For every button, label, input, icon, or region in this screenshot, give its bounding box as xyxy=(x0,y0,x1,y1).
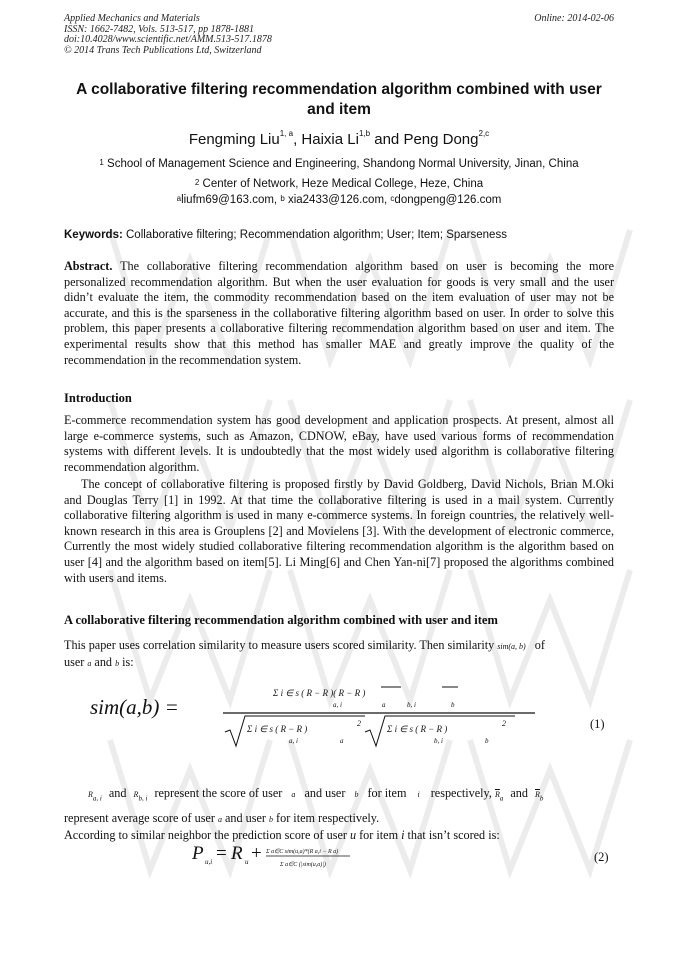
journal-name: Applied Mechanics and Materials xyxy=(64,13,200,24)
keywords-label: Keywords: xyxy=(64,229,123,241)
doi-line: doi:10.4028/www.scientific.net/AMM.513-517.1878 xyxy=(64,34,272,45)
equation-1-denominator-left: Σ i ∈ s ( R − R ) xyxy=(247,724,308,734)
author-separator: and xyxy=(370,131,404,148)
math-symbol: $\overline{R}$ xyxy=(535,790,540,799)
math-subscript: b, i xyxy=(138,794,148,803)
text-fragment: respectively, xyxy=(430,786,492,800)
svg-text:P: P xyxy=(192,843,204,864)
text-fragment: and xyxy=(510,786,528,800)
text-fragment: represent average score of user xyxy=(64,811,218,825)
text-fragment: user xyxy=(64,655,88,669)
author-affiliation-mark: 1,b xyxy=(358,129,371,138)
affiliation-text: School of Management Science and Engineering, Shandong Normal University, Jinan, China xyxy=(107,158,579,170)
math-symbol: b xyxy=(269,815,273,824)
equation-1-lhs: sim(a,b) = xyxy=(90,695,179,719)
text-fragment: and user xyxy=(304,786,346,800)
abstract xyxy=(64,259,614,368)
author-emails xyxy=(64,193,614,208)
text-fragment: for item respectively. xyxy=(273,811,380,825)
author-name: Haixia Li xyxy=(301,131,359,148)
author-list xyxy=(64,131,614,148)
svg-text:Σ a∈C sim(u,a)*(R a,i − R a): Σ a∈C sim(u,a)*(R a,i − R a) xyxy=(266,849,339,855)
text-fragment: is: xyxy=(122,655,134,669)
math-symbol: b xyxy=(354,790,359,799)
affiliation-number: 2 xyxy=(194,178,200,187)
abstract-text: The collaborative filtering recommendation algorithm based on user is becoming the more personalized recommendation algorithm. But when the user evaluation for goods is very small and the user didn’t evaluate the item, the commodity recommendation based on the item evaluation of user may not be accurate, and this is the sparseness in the collaborative filtering algorithm based on user. In order to solve this problem, this paper presents a collaborative filtering recommendation algorithm based on user and item. The experimental results show that this method has smaller MAE and greatly improve the quality of the recommendation in the recommendation system. xyxy=(64,259,615,367)
similarity-intro-text: This paper uses correlation similarity to measure users scored similarity. Then similarity xyxy=(64,638,498,652)
email-link[interactable]: dongpeng@126.com xyxy=(394,194,502,206)
equation-1-numerator: Σ i ∈ s ( R − R )( R − R ) xyxy=(273,688,366,698)
author-name: Peng Dong xyxy=(403,131,479,148)
math-subscript: a, i xyxy=(92,794,102,803)
affiliation-2 xyxy=(64,177,614,192)
math-symbol: R xyxy=(88,790,93,799)
email-mark: a xyxy=(176,194,182,203)
svg-text:u,i: u,i xyxy=(205,858,213,866)
text-fragment: and xyxy=(94,655,116,669)
text-fragment: According to similar neighbor the prediction score of user xyxy=(64,828,350,842)
paper-title: A collaborative filtering recommendation algorithm combined with user and item xyxy=(76,81,602,118)
text-fragment: that isn’t scored is: xyxy=(404,828,500,842)
equation-1-denominator-right: Σ i ∈ s ( R − R ) xyxy=(387,724,448,734)
svg-text:=: = xyxy=(216,843,227,864)
email-mark: c xyxy=(390,194,395,203)
keywords-text: Collaborative filtering; Recommendation algorithm; User; Item; Sparseness xyxy=(126,229,507,241)
svg-text:R: R xyxy=(231,843,243,864)
math-symbol: b xyxy=(115,659,120,668)
copyright-line: © 2014 Trans Tech Publications Ltd, Switzerland xyxy=(64,44,262,56)
svg-text:a, i: a, i xyxy=(333,701,342,709)
text-fragment: represent the score of user xyxy=(154,786,283,800)
math-symbol: u xyxy=(349,828,357,842)
svg-text:+: + xyxy=(251,843,262,864)
svg-text:2: 2 xyxy=(502,719,506,728)
affiliation-number: 1 xyxy=(99,158,104,167)
section-heading-introduction: Introduction xyxy=(64,391,132,405)
issn-line: ISSN: 1662-7482, Vols. 513-517, pp 1878-1881 xyxy=(64,23,254,35)
math-symbol: a xyxy=(291,790,296,799)
text-fragment: for item xyxy=(367,786,407,800)
section-heading-algorithm: A collaborative filtering recommendation algorithm combined with user and item xyxy=(64,613,498,627)
keywords xyxy=(64,229,614,241)
introduction-paragraph-2: The concept of collaborative filtering is proposed firstly by David Goldberg, David Nichols, Brian M.Oki and Douglas Terry [1] in 1992. At that time the collaborative filtering is used in a mail system. Currently collaborative filtering algorithm is used in many e-commerce systems. In foreign countries, the relatively well-known research in this area is Grouplens [2] and Movielens [3]. With the development of electronic commerce, Currently the most widely studied collaborative filtering recommendation algorithm is the algorithm based on user [4] and the algorithm based on item[5]. Li Ming[6] and Chen Yan-ni[7] proposed the algorithms combined with users and items. xyxy=(64,477,614,585)
text-fragment: and user xyxy=(221,811,269,825)
similarity-users-line xyxy=(64,655,134,670)
svg-text:a, i: a, i xyxy=(289,737,298,745)
introduction-paragraph-1: E-commerce recommendation system has good development and application prospects. At present, almost all large e-commerce systems, such as Amazon, CDNOW, eBay, have used various forms of recommendation systems with different levels. It is undoubtedly that the most widely used algorithm is collaborative filtering recommendation algorithm. xyxy=(64,413,614,474)
equation-2-number: (2) xyxy=(594,850,609,864)
email-link[interactable]: xia2433@126.com, xyxy=(284,194,391,206)
math-subscript: b xyxy=(539,794,544,803)
svg-text:a: a xyxy=(382,701,386,709)
affiliation-text: Center of Network, Heze Medical College, Heze, China xyxy=(202,178,484,190)
math-subscript: a xyxy=(499,794,504,803)
similarity-intro-of: of xyxy=(531,638,545,652)
author-affiliation-mark: 2,c xyxy=(478,129,490,138)
equation-1-number: (1) xyxy=(590,717,605,731)
equation-1-description-line-2 xyxy=(64,811,379,826)
equation-1-fraction xyxy=(215,680,555,760)
email-mark: b xyxy=(280,194,285,203)
svg-text:b: b xyxy=(451,701,455,709)
abstract-label: Abstract. xyxy=(64,259,113,273)
svg-text:u: u xyxy=(245,858,249,866)
math-symbol: i xyxy=(401,828,405,842)
similarity-intro-line xyxy=(64,638,545,653)
svg-text:2: 2 xyxy=(357,719,361,728)
affiliation-1 xyxy=(64,157,614,172)
svg-text:b, i: b, i xyxy=(407,701,416,709)
math-symbol: a xyxy=(87,659,92,668)
math-symbol: i xyxy=(417,790,420,799)
equation-2 xyxy=(190,840,370,872)
text-fragment: for item xyxy=(356,828,402,842)
math-symbol: $\overline{R}$ xyxy=(494,790,500,799)
sim-function-inline: sim(a, b) xyxy=(497,642,526,651)
math-symbol: R xyxy=(133,790,139,799)
math-symbol: a xyxy=(217,815,222,824)
author-separator: , xyxy=(293,131,302,148)
author-affiliation-mark: 1, a xyxy=(279,129,294,138)
author-name: Fengming Liu xyxy=(188,131,280,148)
svg-text:b, i: b, i xyxy=(434,737,443,745)
journal-header xyxy=(64,14,272,56)
equation-1-description-line-1 xyxy=(64,786,543,802)
svg-text:a: a xyxy=(340,737,344,745)
email-link[interactable]: liufm69@163.com, xyxy=(181,194,281,206)
online-date: Online: 2014-02-06 xyxy=(534,13,614,24)
text-fragment: and xyxy=(108,786,127,800)
svg-text:b: b xyxy=(485,737,489,745)
svg-text:Σ a∈C (|sim(u,a)|): Σ a∈C (|sim(u,a)|) xyxy=(280,862,326,868)
